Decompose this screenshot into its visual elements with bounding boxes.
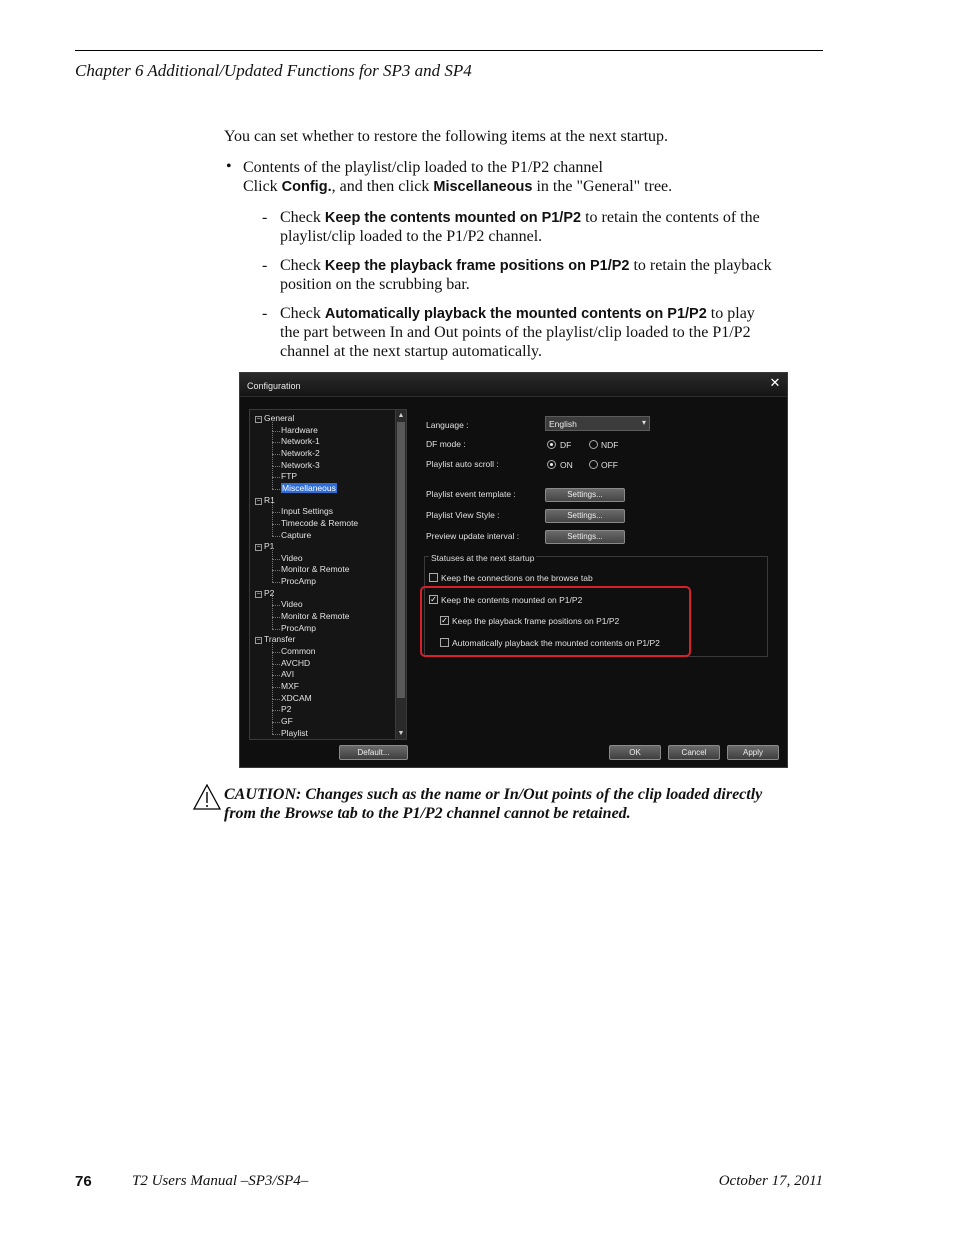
subitem-3-line3: channel at the next startup automatically. <box>280 343 542 360</box>
close-icon[interactable]: ✕ <box>769 375 781 390</box>
tree-item-label: Input Settings <box>281 506 333 517</box>
tree-item[interactable] <box>281 425 318 436</box>
tree-connector <box>272 594 273 605</box>
tree-connector <box>272 512 280 513</box>
language-label: Language : <box>426 420 469 430</box>
tree-connector <box>272 723 273 734</box>
autoscroll-label: Playlist auto scroll : <box>426 459 499 469</box>
subitem-dash: - <box>262 257 268 274</box>
tree-item-label: Capture <box>281 529 312 540</box>
tree-connector <box>272 431 280 432</box>
language-value: English <box>549 419 577 429</box>
tree-item-label: P2 <box>281 704 292 715</box>
tree-item-label: AVCHD <box>281 657 311 668</box>
tree-item-label: Common <box>281 646 316 656</box>
collapse-icon[interactable]: − <box>256 544 261 552</box>
scroll-down-icon[interactable]: ▼ <box>397 730 405 737</box>
keep-frame-checkbox[interactable]: ✓ <box>441 616 448 625</box>
tree-connector <box>272 477 280 478</box>
settings-tree <box>249 409 407 740</box>
chevron-down-icon: ▾ <box>641 418 646 427</box>
tree-item[interactable] <box>281 530 311 541</box>
event-template-label: Playlist event template : <box>426 489 516 499</box>
tree-connector <box>272 582 280 583</box>
tree-item-label: ProcAmp <box>281 622 316 633</box>
autoscroll-off-radio[interactable] <box>589 460 598 469</box>
tree-item-label: Monitor & Remote <box>281 611 350 622</box>
tree-item-label: GF <box>281 715 293 726</box>
dialog-title: Configuration <box>247 381 301 391</box>
tree-connector <box>272 454 280 455</box>
keep-browse-checkbox[interactable] <box>429 573 438 582</box>
page-number: 76 <box>75 1173 92 1190</box>
tree-item-label: Video <box>281 552 303 563</box>
auto-playback-label: Automatically playback the mounted contents on P1/P2 <box>452 638 660 648</box>
tree-item-label: XDCAM <box>281 692 312 703</box>
tree-item-label: ProcAmp <box>281 576 316 587</box>
tree-item[interactable] <box>281 483 337 494</box>
tree-connector <box>272 618 273 629</box>
tree-category-label: P1 <box>264 541 275 552</box>
tree-connector <box>272 606 273 617</box>
tree-connector <box>272 571 273 582</box>
tree-connector <box>272 653 273 664</box>
tree-item-label: Playlist <box>281 727 308 738</box>
tree-item[interactable] <box>281 611 350 622</box>
tree-connector <box>272 699 280 700</box>
tree-item[interactable] <box>281 599 303 610</box>
tree-connector <box>272 722 280 723</box>
dialog-titlebar <box>240 373 787 397</box>
subitem-dash: - <box>262 305 268 322</box>
manual-title: T2 Users Manual –SP3/SP4– <box>132 1173 309 1189</box>
tree-item[interactable] <box>281 436 320 447</box>
tree-item[interactable] <box>281 576 316 587</box>
tree-connector <box>272 443 273 454</box>
configuration-dialog <box>239 372 788 768</box>
tree-item-label: FTP <box>281 471 298 482</box>
tree-connector <box>272 734 280 735</box>
tree-item[interactable] <box>281 448 320 459</box>
collapse-icon[interactable]: − <box>256 590 261 598</box>
tree-item[interactable] <box>281 704 291 715</box>
tree-connector <box>272 478 273 489</box>
tree-item[interactable] <box>281 553 303 564</box>
tree-category-label: Transfer <box>264 634 296 645</box>
default-button[interactable]: Default... <box>339 745 408 760</box>
scroll-thumb[interactable] <box>397 422 405 698</box>
tree-connector <box>272 629 280 630</box>
event-template-settings-button[interactable]: Settings... <box>545 488 625 502</box>
tree-item[interactable] <box>281 669 294 680</box>
tree-item[interactable] <box>281 646 315 657</box>
tree-connector <box>272 641 273 652</box>
view-style-label: Playlist View Style : <box>426 510 500 520</box>
df-mode-label: DF mode : <box>426 439 466 449</box>
tree-category[interactable] <box>255 413 294 424</box>
scroll-up-icon[interactable]: ▲ <box>397 412 405 419</box>
keep-browse-label: Keep the connections on the browse tab <box>441 573 593 583</box>
preview-interval-settings-button[interactable]: Settings... <box>545 530 625 544</box>
apply-button[interactable]: Apply <box>727 745 779 760</box>
tree-connector <box>272 688 273 699</box>
tree-connector <box>272 455 273 466</box>
tree-connector <box>272 675 280 676</box>
tree-connector <box>272 431 273 442</box>
tree-item-label: AVI <box>281 669 295 680</box>
keep-mounted-label: Keep the contents mounted on P1/P2 <box>441 595 583 605</box>
header-rule <box>75 50 823 51</box>
caution-icon <box>193 784 221 810</box>
keep-frame-label: Keep the playback frame positions on P1/P2 <box>452 616 620 626</box>
cancel-button[interactable]: Cancel <box>668 745 720 760</box>
tree-item-label: Network-1 <box>281 436 320 447</box>
tree-category-label: P2 <box>264 587 275 598</box>
view-style-settings-button[interactable]: Settings... <box>545 509 625 523</box>
tree-category-label: General <box>264 413 295 423</box>
tree-connector <box>272 442 280 443</box>
ndf-radio[interactable] <box>589 440 598 449</box>
tree-connector <box>272 710 280 711</box>
tree-item[interactable] <box>281 693 312 704</box>
autoscroll-on-radio[interactable] <box>547 460 556 469</box>
publication-date: October 17, 2011 <box>718 1173 823 1189</box>
keep-mounted-checkbox[interactable]: ✓ <box>430 595 437 604</box>
tree-connector <box>272 466 273 477</box>
tree-item[interactable] <box>281 506 333 517</box>
tree-item[interactable] <box>281 681 299 692</box>
tree-item[interactable] <box>281 564 350 575</box>
bullet-instruction: Click Config., and then click Miscellaneous in the "General" tree. <box>243 178 673 195</box>
preview-interval-label: Preview update interval : <box>426 531 520 541</box>
tree-category-label: R1 <box>264 494 275 505</box>
tree-scrollbar[interactable] <box>395 410 406 739</box>
ok-button[interactable]: OK <box>609 745 661 760</box>
df-radio[interactable] <box>547 440 556 449</box>
collapse-icon[interactable]: − <box>256 416 261 423</box>
bullet-marker: • <box>226 158 232 175</box>
tree-connector <box>272 676 273 687</box>
subitem-1-line2: playlist/clip loaded to the P1/P2 channel. <box>280 228 543 245</box>
tree-connector <box>272 420 273 431</box>
tree-item-label: Monitor & Remote <box>281 564 350 575</box>
tree-item-label: Video <box>281 599 303 610</box>
tree-connector <box>272 699 273 710</box>
tree-item-label: Network-3 <box>281 459 320 470</box>
tree-item-label: Hardware <box>281 424 318 435</box>
autoscroll-on-label: ON <box>560 460 573 470</box>
tree-connector <box>272 664 280 665</box>
tree-item-label: Network-2 <box>281 447 320 458</box>
caution-line-1: CAUTION: Changes such as the name or In/Out points of the clip loaded directly <box>224 786 763 803</box>
intro-text: You can set whether to restore the following items at the next startup. <box>224 128 669 145</box>
subitem-1-line1: Check Keep the contents mounted on P1/P2 to retain the contents of the <box>280 209 760 226</box>
tree-connector <box>272 548 273 559</box>
tree-item[interactable] <box>281 518 358 529</box>
subitem-3-line2: the part between In and Out points of the playlist/clip loaded to the P1/P2 <box>280 324 751 341</box>
tree-connector <box>272 466 280 467</box>
collapse-icon[interactable]: − <box>256 637 261 645</box>
tree-connector <box>272 524 280 525</box>
subitem-2-line2: position on the scrubbing bar. <box>280 276 470 293</box>
tree-connector <box>272 687 280 688</box>
tree-item-label: MXF <box>281 680 299 691</box>
tree-item[interactable] <box>281 728 308 739</box>
tree-connector <box>272 617 280 618</box>
ndf-radio-label: NDF <box>601 440 619 450</box>
tree-connector <box>272 664 273 675</box>
tree-connector <box>272 489 280 490</box>
highlight-box <box>420 586 691 657</box>
tree-connector <box>272 513 273 524</box>
startup-group-label: Statuses at the next startup <box>431 553 535 563</box>
tree-item-label: Miscellaneous <box>282 482 336 493</box>
tree-connector <box>272 559 273 570</box>
tree-item[interactable] <box>281 658 310 669</box>
chapter-header: Chapter 6 Additional/Updated Functions for SP3 and SP4 <box>75 61 472 80</box>
tree-category[interactable] <box>255 634 295 645</box>
df-radio-label: DF <box>560 440 572 450</box>
tree-connector <box>272 559 280 560</box>
caution-line-2: from the Browse tab to the P1/P2 channel cannot be retained. <box>224 805 631 822</box>
tree-connector <box>272 605 280 606</box>
tree-item[interactable] <box>281 716 293 727</box>
tree-connector <box>272 711 273 722</box>
tree-item[interactable] <box>281 471 297 482</box>
bullet-text: Contents of the playlist/clip loaded to the P1/P2 channel <box>243 159 603 176</box>
subitem-dash: - <box>262 209 268 226</box>
tree-connector <box>272 525 273 536</box>
caution-text <box>224 785 762 823</box>
tree-item-label: Timecode & Remote <box>281 517 359 528</box>
tree-connector <box>272 501 273 512</box>
tree-connector <box>272 570 280 571</box>
subitem-3-line1: Check Automatically playback the mounted contents on P1/P2 to play <box>280 305 755 322</box>
collapse-icon[interactable]: − <box>256 497 261 505</box>
tree-connector <box>272 536 280 537</box>
tree-item[interactable] <box>281 623 316 634</box>
autoscroll-off-label: OFF <box>601 460 618 470</box>
tree-item[interactable] <box>281 460 320 471</box>
language-select[interactable] <box>545 416 650 431</box>
tree-connector <box>272 652 280 653</box>
subitem-2-line1: Check Keep the playback frame positions on P1/P2 to retain the playback <box>280 257 772 274</box>
